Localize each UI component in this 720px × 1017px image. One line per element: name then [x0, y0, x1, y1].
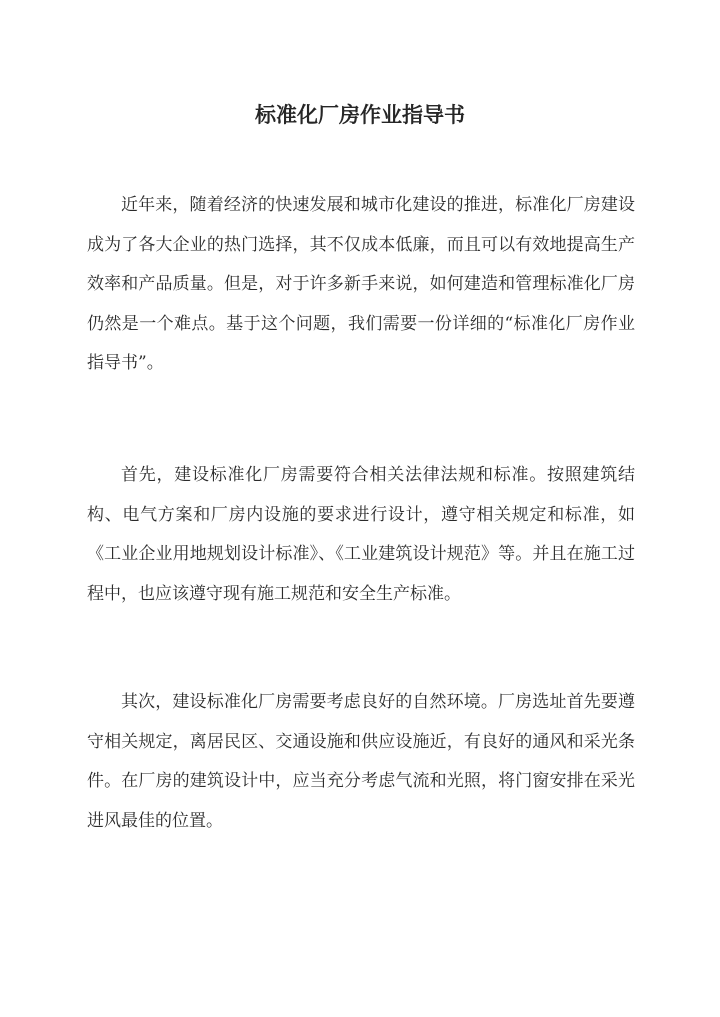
- paragraph-environment: 其次，建设标准化厂房需要考虑良好的自然环境。厂房选址首先要遵守相关规定，离居民区、交通设施和供应设施近，有良好的通风和采光条件。在厂房的建筑设计中，应当充分考虑气流和光照，将门窗安排在采光进风最佳的位置。: [87, 692, 635, 831]
- paragraph-intro: 近年来，随着经济的快速发展和城市化建设的推进，标准化厂房建设成为了各大企业的热门选择，其不仅成本低廉，而且可以有效地提高生产效率和产品质量。但是，对于许多新手来说，如何建造和管理标准化厂房仍然是一个难点。基于这个问题，我们需要一份详细的“标准化厂房作业指导书”。: [87, 195, 635, 374]
- document-title: 标准化厂房作业指导书: [255, 102, 465, 128]
- paragraph-regulations: 首先，建设标准化厂房需要符合相关法律法规和标准。按照建筑结构、电气方案和厂房内设施的要求进行设计，遵守相关规定和标准，如《工业企业用地规划设计标准》、《工业建筑设计规范》等。并且在施工过程中，也应该遵守现有施工规范和安全生产标准。: [87, 465, 635, 604]
